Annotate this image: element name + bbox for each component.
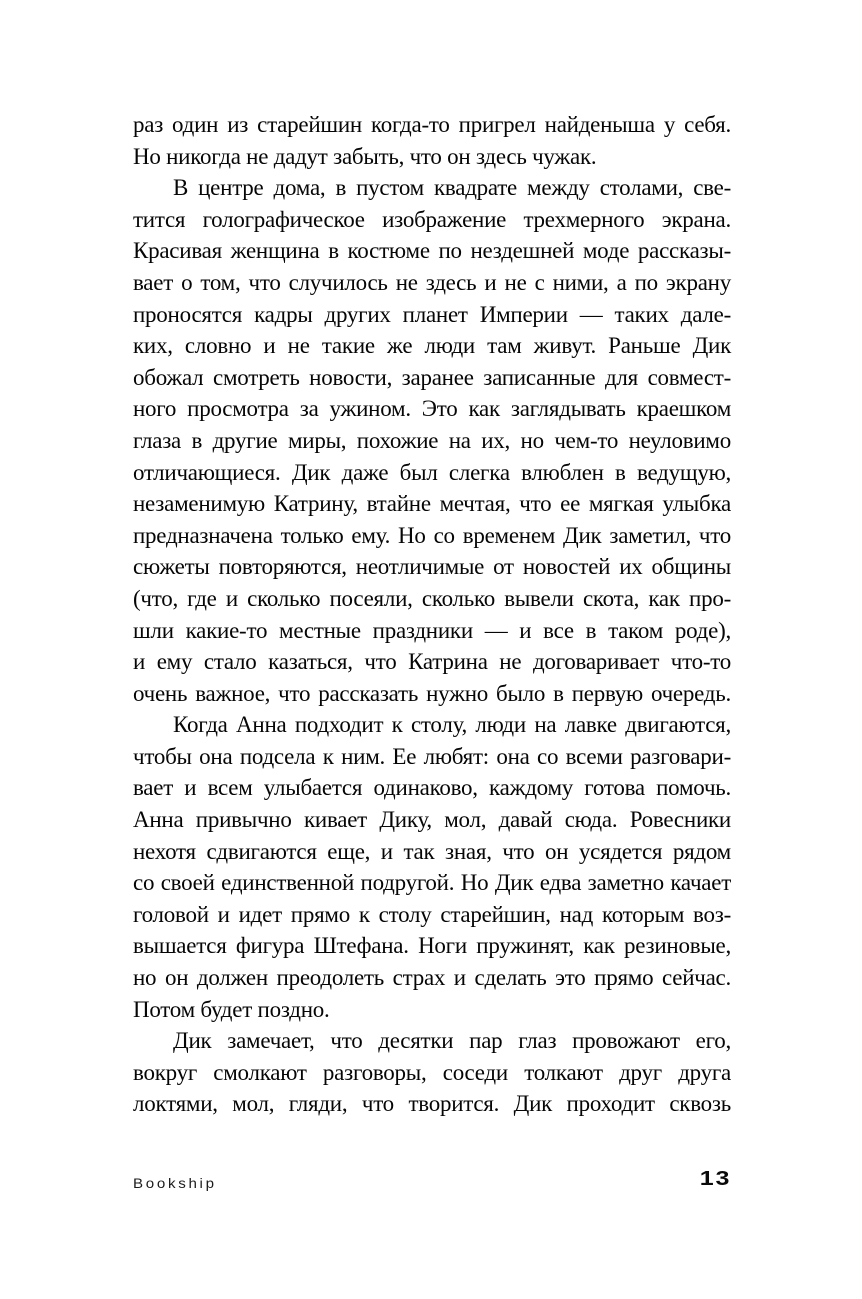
text-line: отличающиеся. Дик даже был слегка влюблен в ведущую, <box>133 459 731 485</box>
text-line: Но никогда не дадут забыть, что он здесь чужак. <box>133 143 597 169</box>
text-line: проносятся кадры других планет Империи — таких дале- <box>133 301 731 327</box>
text-line: Потом будет поздно. <box>133 996 330 1022</box>
text-line: ких, словно и не такие же люди там живут. Раньше Дик <box>133 333 731 359</box>
text-line: предназначена только ему. Но со временем Дик заметил, что <box>133 522 731 548</box>
text-line: шли какие-то местные праздники — и все в таком роде), <box>133 617 731 643</box>
page-footer <box>133 1168 731 1191</box>
text-line: (что, где и сколько посеяли, сколько вывели скота, как про- <box>133 585 731 611</box>
text-line: Когда Анна подходит к столу, люди на лавке двигаются, <box>173 712 731 738</box>
text-line: Красивая женщина в костюме по нездешней моде рассказы- <box>133 238 731 264</box>
text-line: сюжеты повторяются, неотличимые от новостей их общины <box>133 554 731 580</box>
text-line: локтями, мол, гляди, что творится. Дик проходит сквозь <box>133 1091 731 1117</box>
text-line: головой и идет прямо к столу старейшин, над которым воз- <box>133 901 731 927</box>
text-line: вает и всем улыбается одинаково, каждому готова помочь. <box>133 775 731 801</box>
text-line: вокруг смолкают разговоры, соседи толкают друг друга <box>133 1059 731 1085</box>
text-line: глаза в другие миры, похожие на их, но чем-то неуловимо <box>133 427 731 453</box>
text-line: ного просмотра за ужином. Это как заглядывать краешком <box>133 396 731 422</box>
text-line: Дик замечает, что десятки пар глаз провожают его, <box>173 1028 731 1054</box>
brand-label: Bookship <box>133 1176 217 1191</box>
text-line: Анна привычно кивает Дику, мол, давай сюда. Ровесники <box>133 807 731 833</box>
text-line: вышается фигура Штефана. Ноги пружинят, как резиновые, <box>133 933 731 959</box>
text-line: со своей единственной подругой. Но Дик едва заметно качает <box>133 870 731 896</box>
text-line: В центре дома, в пустом квадрате между столами, све- <box>173 175 731 201</box>
text-line: очень важное, что рассказать нужно было в первую очередь. <box>133 680 731 706</box>
page-text <box>133 109 731 1120</box>
page-number: 13 <box>699 1168 731 1190</box>
text-line: тится голографическое изображение трехмерного экрана. <box>133 206 731 232</box>
text-line: но он должен преодолеть страх и сделать это прямо сейчас. <box>133 965 731 991</box>
text-line: чтобы она подсела к ним. Ее любят: она со всеми разговари- <box>133 743 731 769</box>
text-line: раз один из старейшин когда-то пригрел найденыша у себя. <box>133 112 731 137</box>
text-line: обожал смотреть новости, заранее записанные для совмест- <box>133 364 731 390</box>
text-line: нехотя сдвигаются еще, и так зная, что он усядется рядом <box>133 838 731 864</box>
text-line: и ему стало казаться, что Катрина не договаривает что-то <box>133 649 731 675</box>
text-line: вает о том, что случилось не здесь и не с ними, а по экрану <box>133 269 731 295</box>
text-line: незаменимую Катрину, втайне мечтая, что ее мягкая улыбка <box>133 491 731 517</box>
